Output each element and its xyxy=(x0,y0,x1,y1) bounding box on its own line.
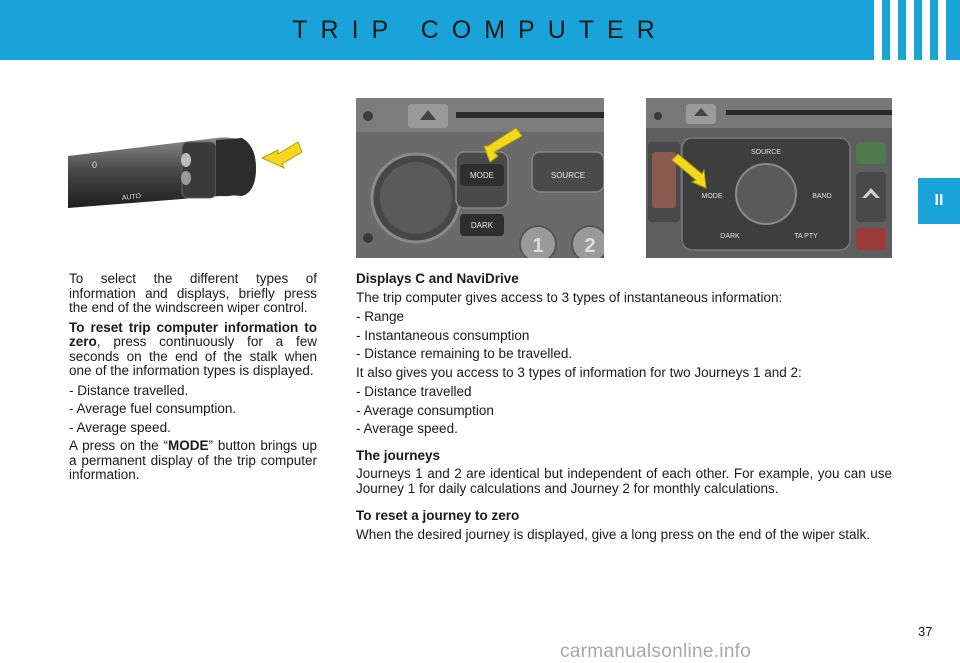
displays-text: The trip computer gives access to 3 types of instantaneous information: xyxy=(356,289,783,305)
list-item: - Instantaneous consumption xyxy=(356,327,530,343)
radio2-dark-label: DARK xyxy=(720,233,740,240)
journeys-text: Journeys 1 and 2 are identical but independent of each other. For example, you can use Journey 1 for daily calculations and Journey 2 for monthly calculations. xyxy=(356,466,892,496)
reset-paragraph xyxy=(69,321,317,379)
page-number: 37 xyxy=(918,624,933,639)
reset-bold-text: To reset trip computer information to zero xyxy=(69,319,317,349)
list-item: - Distance travelled. xyxy=(69,382,189,398)
section-heading-journeys: The journeys xyxy=(356,447,441,463)
mode-pre-text: A press on the “ xyxy=(69,438,169,453)
list-item: - Average speed. xyxy=(69,419,171,435)
radio1-mode-label: MODE xyxy=(470,171,494,180)
chapter-tab: II xyxy=(918,178,960,224)
intro-paragraph: To select the different types of information and displays, briefly press the end of the windscreen wiper control. xyxy=(69,271,317,315)
radio1-dark-label: DARK xyxy=(470,221,494,230)
section-heading-displays: Displays C and NaviDrive xyxy=(356,271,519,286)
journeys-access-text: It also gives you access to 3 types of information for two Journeys 1 and 2: xyxy=(356,364,802,380)
section-heading-reset: To reset a journey to zero xyxy=(356,508,520,523)
left-column xyxy=(69,272,317,488)
list-item: - Average fuel consumption. xyxy=(69,401,237,416)
radio2-tapty-label: TA PTY xyxy=(794,233,818,240)
radio1-preset-1: 1 xyxy=(532,235,544,257)
wiper-stalk-image xyxy=(66,112,316,218)
radio1-source-label: SOURCE xyxy=(550,171,586,180)
list-item: - Average consumption xyxy=(356,402,494,418)
list-item: - Range xyxy=(356,309,405,324)
reset-journey-text: When the desired journey is displayed, give a long press on the end of the wiper stalk. xyxy=(356,526,871,542)
radio1-preset-2: 2 xyxy=(584,235,596,257)
radio-panel-image xyxy=(356,98,604,258)
watermark-text: carmanualsonline.info xyxy=(560,641,752,662)
arrow-icon xyxy=(262,142,302,168)
header-stripes xyxy=(874,0,946,60)
list-item: - Distance remaining to be travelled. xyxy=(356,346,573,361)
page-title: TRIP COMPUTER xyxy=(292,16,668,44)
radio2-band-label: BAND xyxy=(812,193,832,200)
header-bar xyxy=(0,0,960,60)
right-column xyxy=(356,272,892,547)
list-item: - Average speed. xyxy=(356,421,458,436)
radio2-source-label: SOURCE xyxy=(751,149,781,156)
radio2-mode-label: MODE xyxy=(701,193,723,200)
navidrive-panel-image xyxy=(646,98,892,258)
mode-paragraph xyxy=(69,439,317,483)
stalk-mark-auto: AUTO xyxy=(121,193,142,202)
reset-text: , press continuously for a few seconds on the end of the stalk when one of the information types is displayed. xyxy=(69,334,317,378)
list-item: - Distance travelled xyxy=(356,384,472,399)
stalk-mark-0: 0 xyxy=(92,160,98,170)
mode-post-text: ” button brings up a permanent display of the trip computer information. xyxy=(69,438,317,482)
mode-word: MODE xyxy=(168,438,209,453)
